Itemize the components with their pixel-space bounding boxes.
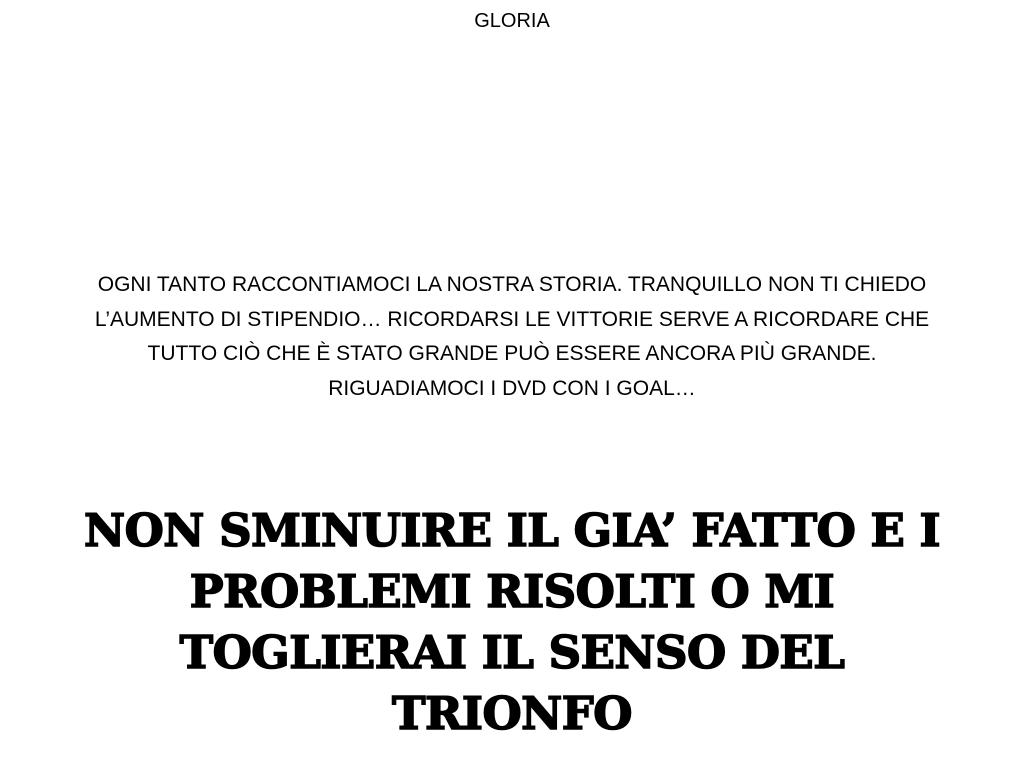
slide-title: GLORIA: [474, 10, 550, 32]
slide-headline: NON SMINUIRE IL GIA’ FATTO E I PROBLEMI RISOLTI O MI TOGLIERAI IL SENSO DEL TRIONFO: [83, 504, 941, 740]
slide-body-text: OGNI TANTO RACCONTIAMOCI LA NOSTRA STORIA. TRANQUILLO NON TI CHIEDO L’AUMENTO DI STIPENDIO… RICORDARSI LE VITTORIE SERVE A RICORDARE CHE TUTTO CIÒ CHE È STATO GRANDE PUÒ ESSERE ANCORA PIÙ GRANDE. RIGUADIAMOCI I DVD CON I GOAL…: [94, 273, 930, 400]
